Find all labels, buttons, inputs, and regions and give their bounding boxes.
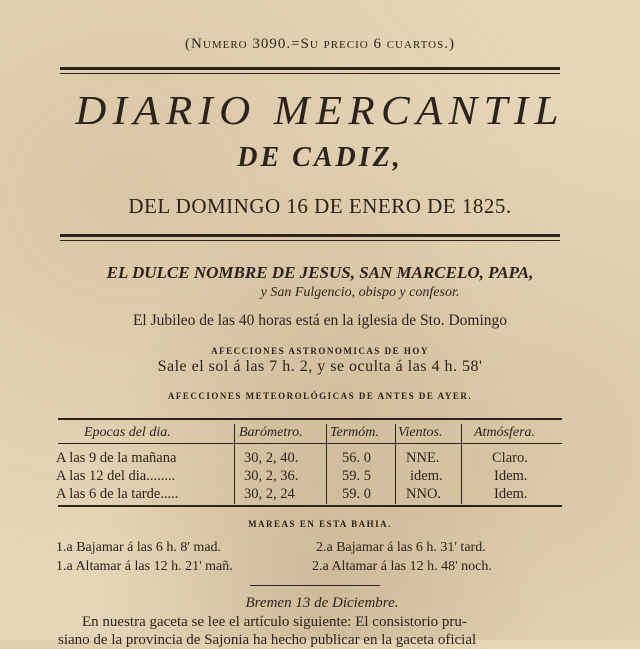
cell-thermometer: 59. 5 — [342, 468, 371, 484]
date-rule-thick — [60, 234, 560, 237]
table-header-row — [52, 425, 572, 443]
table-row — [52, 450, 572, 468]
tides-heading: MAREAS EN ESTA BAHIA. — [248, 519, 392, 529]
tide-low-1: 1.a Bajamar á las 6 h. 8' mad. — [56, 540, 222, 555]
date-rule-thin — [60, 240, 560, 241]
news-dateline: Bremen 13 de Diciembre. — [245, 595, 399, 611]
header-winds: Vientos. — [398, 425, 443, 440]
astronomy-heading: AFECCIONES ASTRONOMICAS DE HOY — [211, 346, 429, 356]
saints-line-2: y San Fulgencio, obispo y confesor. — [260, 285, 460, 300]
meteorology-heading: AFECCIONES METEOROLÓGICAS DE ANTES DE AYER. — [167, 391, 473, 401]
jubileo-text: El Jubileo de las 40 horas está en la iglesia de Sto. Domingo — [132, 312, 508, 329]
masthead-subtitle: DE CADIZ, — [237, 142, 403, 173]
cell-atmosphere: Idem. — [494, 486, 528, 502]
cell-atmosphere: Claro. — [492, 450, 528, 466]
header-barometer: Barómetro. — [239, 425, 303, 440]
saints-line-1: EL DULCE NOMBRE DE JESUS, SAN MARCELO, PAPA, — [106, 263, 534, 282]
cell-barometer: 30, 2, 40. — [244, 450, 299, 466]
top-rule-thin — [60, 73, 560, 74]
cell-barometer: 30, 2, 36. — [244, 468, 299, 484]
table-row — [52, 468, 572, 486]
astronomy-text: Sale el sol á las 7 h. 2, y se oculta á las 4 h. 58' — [157, 358, 483, 375]
table-bottom-rule — [58, 505, 562, 507]
news-line-1: En nuestra gaceta se lee el artículo siguiente: El consistorio pru- — [82, 614, 467, 630]
cell-thermometer: 59. 0 — [342, 486, 371, 502]
news-line-2: siano de la provincia de Sajonia ha hecho publicar en la gaceta oficial — [58, 632, 477, 648]
issue-date: DEL DOMINGO 16 DE ENERO DE 1825. — [128, 194, 512, 218]
header-thermometer: Termóm. — [330, 425, 379, 440]
cell-epoch: A las 6 de la tarde..... — [56, 486, 179, 502]
cell-thermometer: 56. 0 — [342, 450, 371, 466]
cell-epoch: A las 12 del dia........ — [56, 468, 176, 484]
tide-low-2: 2.a Bajamar á las 6 h. 31' tard. — [316, 540, 486, 555]
cell-atmosphere: Idem. — [494, 468, 528, 484]
tide-high-2: 2.a Altamar á las 12 h. 48' noch. — [312, 559, 492, 574]
table-top-rule — [58, 418, 562, 420]
cell-winds: NNO. — [406, 486, 442, 502]
news-rule — [250, 585, 380, 586]
cell-barometer: 30, 2, 24 — [244, 486, 295, 502]
top-rule-thick — [60, 67, 560, 70]
issue-line: (Numero 3090.=Su precio 6 cuartos.) — [185, 36, 455, 52]
header-epoch: Epocas del dia. — [84, 425, 171, 440]
cell-winds: idem. — [410, 468, 443, 484]
tide-high-1: 1.a Altamar á las 12 h. 21' mañ. — [56, 559, 233, 574]
masthead-title: DIARIO MERCANTIL — [75, 87, 565, 133]
cell-winds: NNE. — [406, 450, 440, 466]
table-row — [52, 486, 572, 504]
cell-epoch: A las 9 de la mañana — [56, 450, 177, 466]
header-atmosphere: Atmósfera. — [474, 425, 536, 440]
table-header-rule — [58, 443, 562, 444]
